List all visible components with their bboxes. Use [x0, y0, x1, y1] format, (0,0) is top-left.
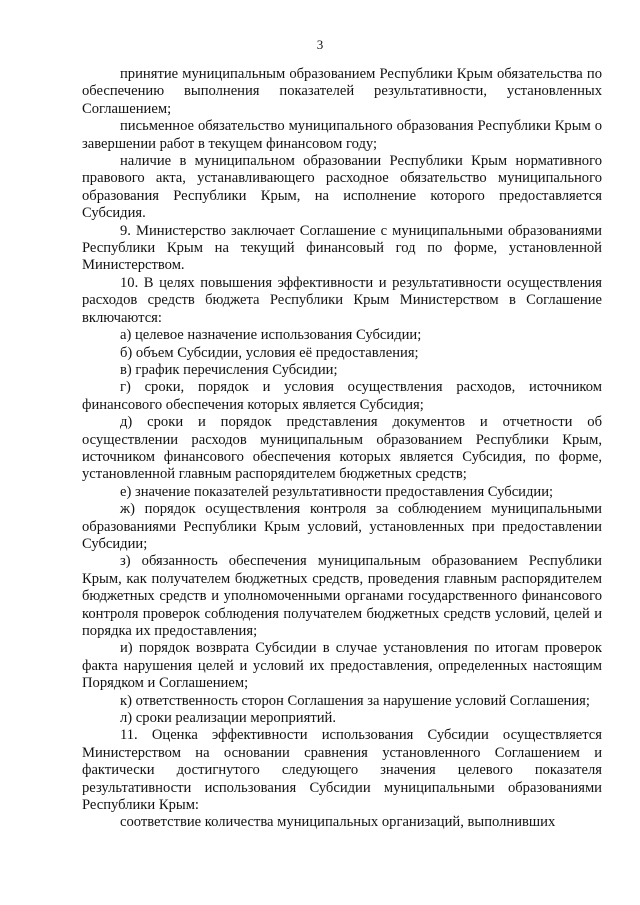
- list-item: к) ответственность сторон Соглашения за нарушение условий Соглашения;: [120, 692, 590, 709]
- list-item: ж) порядок осуществления контроля за соблюдением муниципальными образованиями Республики Крым условий, установленных при предоставлении Субсидии;: [82, 501, 602, 552]
- list-item: в) график перечисления Субсидии;: [120, 361, 338, 378]
- document-body: [82, 66, 602, 832]
- list-item: д) сроки и порядок представления документов и отчетности об осуществлении расходов муниципальным образованием Республики Крым, источником финансового обеспечения которых является Субсидия, по форме, установленной главным распорядителем бюджетных средств;: [82, 414, 602, 483]
- list-item: г) сроки, порядок и условия осуществления расходов, источником финансового обеспечения которых является Субсидия;: [82, 379, 602, 413]
- paragraph: 10. В целях повышения эффективности и результативности осуществления расходов средств бюджета Республики Крым Министерством в Соглашение включаются:: [82, 274, 602, 326]
- paragraph: принятие муниципальным образованием Республики Крым обязательства по обеспечению выполнения показателей результативности, установленных Соглашением;: [82, 66, 602, 117]
- list-item: б) объем Субсидии, условия её предоставления;: [120, 344, 419, 361]
- paragraph: письменное обязательство муниципального образования Республики Крым о завершении работ в текущем финансовом году;: [82, 118, 602, 152]
- page-number: 3: [316, 37, 324, 52]
- list-item: и) порядок возврата Субсидии в случае установления по итогам проверок факта нарушения целей и условий их предоставления, определенных настоящим Порядком и Соглашением;: [82, 640, 602, 692]
- list-item: е) значение показателей результативности предоставления Субсидии;: [120, 483, 554, 500]
- paragraph: 9. Министерство заключает Соглашение с муниципальными образованиями Республики Крым на текущий финансовый год по форме, установленной Министерством.: [82, 222, 602, 274]
- list-item: з) обязанность обеспечения муниципальным образованием Республики Крым, как получателем бюджетных средств, проведения главным распорядителем бюджетных средств и уполномоченными органами государственного финансового контроля проверок соблюдения получателем бюджетных средств условий, целей и порядка их предоставления;: [82, 553, 602, 639]
- paragraph: наличие в муниципальном образовании Республики Крым нормативного правового акта, устанавливающего расходное обязательство муниципального образования Республики Крым, на исполнение которого предоставляется Субсидия.: [82, 153, 602, 222]
- list-item: а) целевое назначение использования Субсидии;: [120, 327, 422, 344]
- paragraph: 11. Оценка эффективности использования Субсидии осуществляется Министерством на основании сравнения установленного Соглашением и фактически достигнутого следующего значения целевого показателя результативности использования Субсидии муниципальными образованиями Республики Крым:: [82, 727, 602, 814]
- paragraph: соответствие количества муниципальных организаций, выполнивших: [120, 814, 556, 831]
- list-item: л) сроки реализации мероприятий.: [120, 710, 336, 727]
